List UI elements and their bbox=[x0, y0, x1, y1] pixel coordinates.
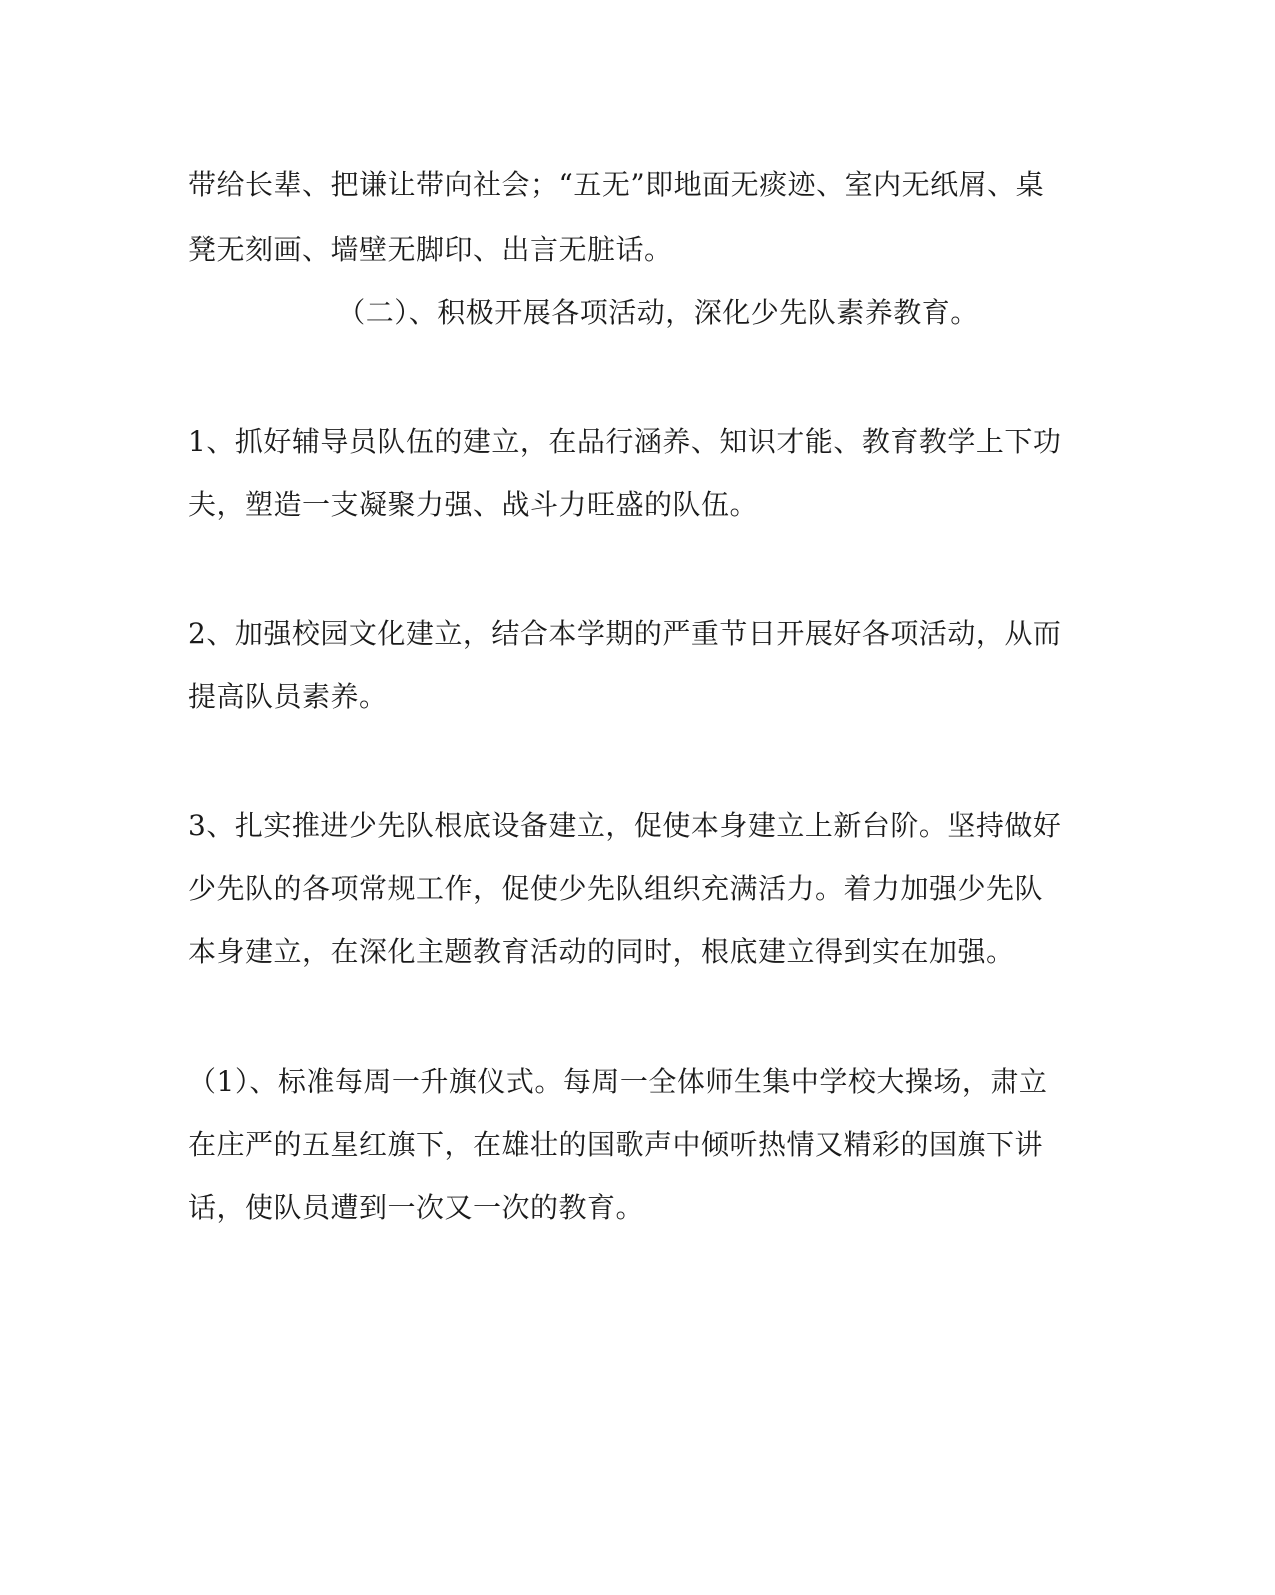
text-line: 1、抓好辅导员队伍的建立，在品行涵养、知识才能、教育教学上下功 bbox=[188, 425, 1062, 458]
text-line: 在庄严的五星红旗下，在雄壮的国歌声中倾听热情又精彩的国旗下讲 bbox=[188, 1128, 1044, 1161]
text-line: 本身建立，在深化主题教育活动的同时，根底建立得到实在加强。 bbox=[188, 935, 1015, 968]
text-line: 话，使队员遭到一次又一次的教育。 bbox=[188, 1191, 645, 1224]
text-line: 2、加强校园文化建立，结合本学期的严重节日开展好各项活动，从而 bbox=[188, 617, 1062, 650]
text-line: 3、扎实推进少先队根底设备建立，促使本身建立上新台阶。坚持做好 bbox=[188, 809, 1062, 842]
text-line: 提高队员素养。 bbox=[188, 680, 388, 713]
text-line: 夫，塑造一支凝聚力强、战斗力旺盛的队伍。 bbox=[188, 488, 759, 521]
text-line: 凳无刻画、墙壁无脚印、出言无脏话。 bbox=[188, 233, 673, 266]
text-line: 带给长辈、把谦让带向社会；“五无”即地面无痰迹、室内无纸屑、桌 bbox=[188, 168, 1045, 201]
text-line: （1）、标准每周一升旗仪式。每周一全体师生集中学校大操场，肃立 bbox=[188, 1065, 1048, 1098]
text-line: 少先队的各项常规工作，促使少先队组织充满活力。着力加强少先队 bbox=[188, 872, 1044, 905]
section-heading-text: （二）、积极开展各项活动，深化少先队素养教育。 bbox=[337, 296, 979, 329]
